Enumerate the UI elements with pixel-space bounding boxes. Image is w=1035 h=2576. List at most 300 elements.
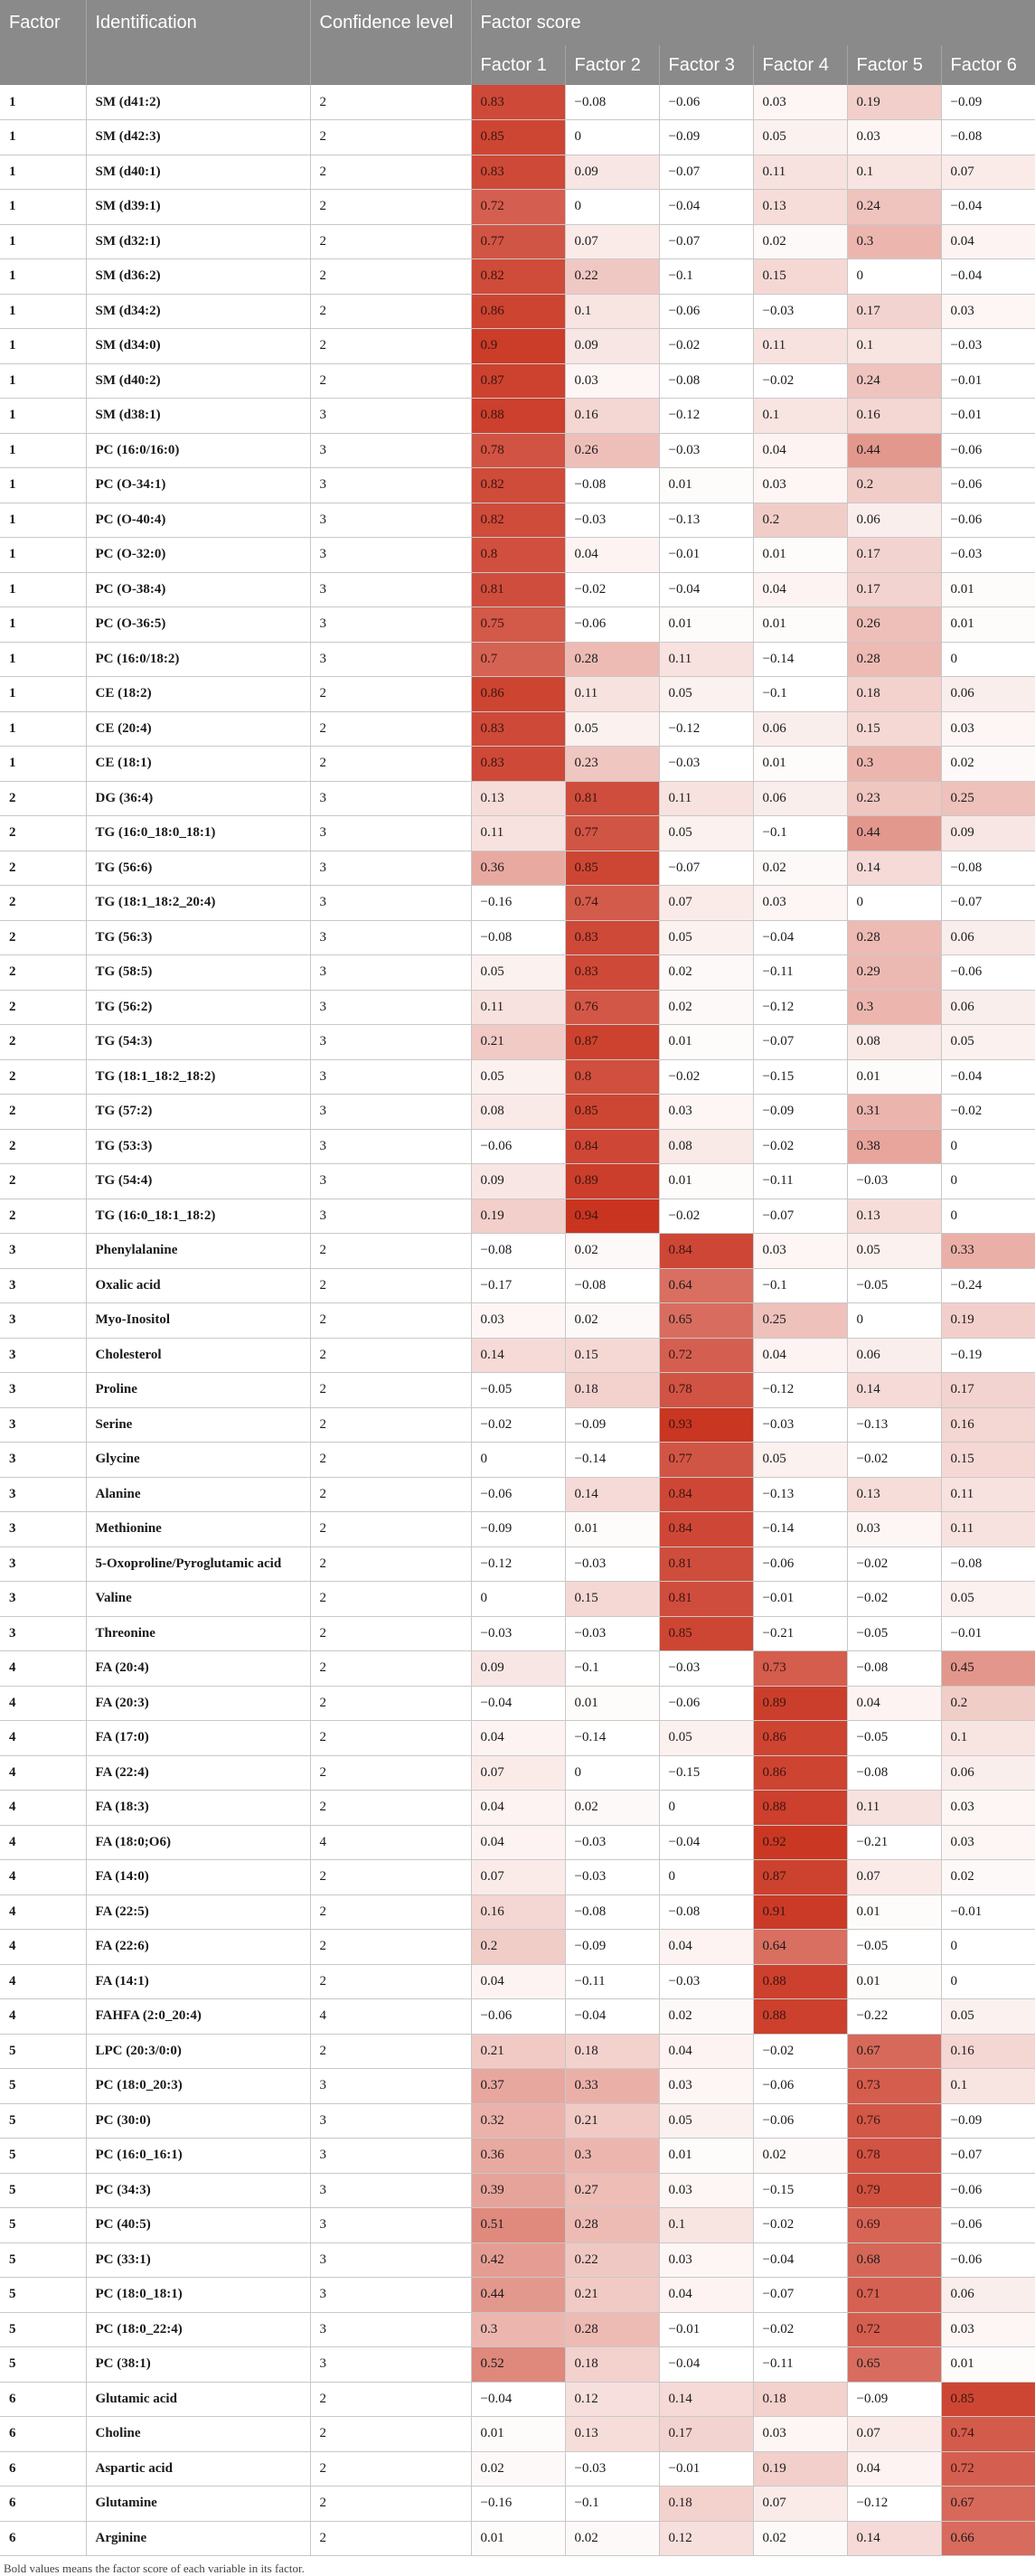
table-row [0, 538, 1035, 573]
score-cell: −0.07 [941, 886, 1035, 921]
score-cell: 0.88 [753, 1964, 847, 1999]
score-cell: 0.86 [753, 1721, 847, 1756]
table-row [0, 2347, 1035, 2383]
score-cell: −0.03 [565, 1825, 659, 1860]
score-cell: −0.01 [659, 2312, 753, 2347]
score-cell: −0.02 [847, 1443, 941, 1478]
score-cell: 0.26 [565, 433, 659, 468]
score-cell: −0.01 [941, 1616, 1035, 1651]
score-cell: 0.27 [565, 2173, 659, 2208]
factor-cell: 1 [0, 224, 86, 259]
score-cell: 0.04 [659, 1930, 753, 1965]
score-cell: 0.03 [941, 294, 1035, 329]
score-cell: 0.18 [847, 677, 941, 712]
score-cell: −0.01 [753, 1582, 847, 1617]
table-row [0, 1059, 1035, 1095]
score-cell: 0.87 [471, 363, 565, 399]
identification-cell: SM (d40:2) [86, 363, 310, 399]
score-cell: 0.74 [941, 2417, 1035, 2452]
score-cell: 0.16 [941, 2034, 1035, 2069]
score-cell: −0.03 [753, 294, 847, 329]
confidence-cell: 3 [310, 990, 471, 1025]
table-row [0, 1164, 1035, 1199]
score-cell: −0.02 [565, 572, 659, 607]
score-cell: 0.88 [753, 1791, 847, 1826]
score-cell: −0.07 [659, 155, 753, 190]
confidence-cell: 3 [310, 1095, 471, 1130]
confidence-cell: 3 [310, 955, 471, 991]
score-cell: 0.9 [471, 329, 565, 364]
score-cell: −0.04 [659, 2347, 753, 2383]
score-cell: 0.65 [847, 2347, 941, 2383]
score-cell: 0.06 [941, 1755, 1035, 1791]
identification-cell: TG (56:6) [86, 851, 310, 886]
factor-cell: 5 [0, 2139, 86, 2174]
table-row [0, 1999, 1035, 2035]
score-cell: 0.05 [659, 816, 753, 851]
score-cell: 0.78 [659, 1373, 753, 1408]
score-cell: 0.83 [471, 747, 565, 782]
score-cell: 0.05 [941, 1025, 1035, 1060]
score-cell: 0.03 [847, 120, 941, 155]
score-cell: 0.16 [471, 1894, 565, 1930]
factor-cell: 4 [0, 1860, 86, 1895]
score-cell: −0.08 [565, 468, 659, 503]
score-cell: 0.78 [471, 433, 565, 468]
table-row [0, 2382, 1035, 2417]
score-cell: 0.92 [753, 1825, 847, 1860]
confidence-cell: 3 [310, 572, 471, 607]
score-cell: 0.45 [941, 1651, 1035, 1687]
identification-cell: PC (18:0_22:4) [86, 2312, 310, 2347]
score-cell: −0.09 [659, 120, 753, 155]
score-cell: 0.01 [847, 1059, 941, 1095]
score-cell: 0.8 [471, 538, 565, 573]
score-cell: 0.09 [471, 1164, 565, 1199]
confidence-cell: 3 [310, 1164, 471, 1199]
score-cell: −0.02 [659, 1199, 753, 1234]
confidence-cell: 3 [310, 816, 471, 851]
score-cell: 0.77 [659, 1443, 753, 1478]
score-cell: 0.72 [941, 2451, 1035, 2487]
score-cell: 0 [941, 1129, 1035, 1164]
confidence-cell: 3 [310, 2312, 471, 2347]
factor-cell: 3 [0, 1443, 86, 1478]
identification-cell: Alanine [86, 1477, 310, 1512]
confidence-cell: 2 [310, 1477, 471, 1512]
score-cell: 0.21 [565, 2103, 659, 2139]
score-cell: −0.16 [471, 886, 565, 921]
score-cell: 0.93 [659, 1407, 753, 1443]
confidence-cell: 3 [310, 1059, 471, 1095]
score-cell: 0.02 [659, 990, 753, 1025]
score-cell: −0.15 [753, 1059, 847, 1095]
score-cell: 0.01 [847, 1964, 941, 1999]
score-cell: 0.04 [847, 2451, 941, 2487]
table-row [0, 1791, 1035, 1826]
table-row [0, 2034, 1035, 2069]
factor-cell: 5 [0, 2312, 86, 2347]
score-cell: −0.06 [941, 2208, 1035, 2243]
score-cell: 0.88 [753, 1999, 847, 2035]
table-row [0, 2312, 1035, 2347]
score-cell: 0.04 [471, 1721, 565, 1756]
factor-cell: 1 [0, 294, 86, 329]
table-row [0, 224, 1035, 259]
factor-cell: 1 [0, 85, 86, 120]
confidence-cell: 3 [310, 2242, 471, 2278]
score-cell: 0.66 [941, 2521, 1035, 2556]
score-cell: 0.22 [565, 2242, 659, 2278]
score-cell: −0.08 [941, 120, 1035, 155]
score-cell: −0.01 [659, 538, 753, 573]
header-empty-cell [310, 45, 471, 85]
score-cell: 0.87 [753, 1860, 847, 1895]
score-cell: 0.01 [565, 1512, 659, 1547]
score-cell: −0.03 [659, 433, 753, 468]
factor-cell: 3 [0, 1582, 86, 1617]
factor-cell: 4 [0, 1999, 86, 2035]
factor-cell: 1 [0, 538, 86, 573]
header-factor-3: Factor 3 [659, 45, 753, 85]
score-cell: 0.07 [753, 2487, 847, 2522]
score-cell: 0.04 [659, 2034, 753, 2069]
score-cell: 0.73 [847, 2069, 941, 2104]
score-cell: 0.14 [659, 2382, 753, 2417]
score-cell: 0.21 [471, 2034, 565, 2069]
identification-cell: FA (14:0) [86, 1860, 310, 1895]
score-cell: −0.03 [565, 2451, 659, 2487]
factor-cell: 2 [0, 1199, 86, 1234]
score-cell: 0.17 [847, 572, 941, 607]
score-cell: 0.16 [565, 399, 659, 434]
confidence-cell: 2 [310, 1512, 471, 1547]
score-cell: 0.16 [847, 399, 941, 434]
score-cell: 0.09 [565, 329, 659, 364]
confidence-cell: 3 [310, 399, 471, 434]
table-row [0, 1095, 1035, 1130]
score-cell: 0.08 [847, 1025, 941, 1060]
score-cell: 0.03 [659, 1095, 753, 1130]
score-cell: 0.76 [847, 2103, 941, 2139]
confidence-cell: 2 [310, 120, 471, 155]
score-cell: −0.02 [753, 2034, 847, 2069]
score-cell: 0.1 [847, 155, 941, 190]
score-cell: 0.04 [471, 1964, 565, 1999]
factor-cell: 5 [0, 2034, 86, 2069]
confidence-cell: 3 [310, 781, 471, 816]
score-cell: 0.33 [941, 1234, 1035, 1269]
score-cell: 0.81 [659, 1547, 753, 1582]
score-cell: −0.12 [471, 1547, 565, 1582]
score-cell: −0.08 [941, 851, 1035, 886]
factor-cell: 3 [0, 1338, 86, 1373]
score-cell: 0.04 [753, 433, 847, 468]
score-cell: 0.04 [847, 1686, 941, 1721]
score-cell: 0 [941, 1930, 1035, 1965]
factor-cell: 2 [0, 816, 86, 851]
factor-cell: 3 [0, 1512, 86, 1547]
score-cell: 0.52 [471, 2347, 565, 2383]
identification-cell: SM (d38:1) [86, 399, 310, 434]
header-factor-score: Factor score [471, 0, 1035, 45]
identification-cell: FA (20:3) [86, 1686, 310, 1721]
score-cell: −0.1 [753, 816, 847, 851]
score-cell: 0.28 [565, 2208, 659, 2243]
confidence-cell: 2 [310, 747, 471, 782]
factor-cell: 4 [0, 1686, 86, 1721]
identification-cell: Threonine [86, 1616, 310, 1651]
factor-cell: 4 [0, 1894, 86, 1930]
score-cell: 0.03 [753, 1234, 847, 1269]
identification-cell: Choline [86, 2417, 310, 2452]
score-cell: 0.19 [847, 85, 941, 120]
factor-cell: 4 [0, 1930, 86, 1965]
score-cell: −0.03 [565, 1860, 659, 1895]
score-cell: 0.12 [659, 2521, 753, 2556]
score-cell: −0.11 [753, 955, 847, 991]
score-cell: −0.04 [471, 2382, 565, 2417]
score-cell: 0.02 [659, 1999, 753, 2035]
score-cell: 0.05 [659, 677, 753, 712]
score-cell: 0.11 [847, 1791, 941, 1826]
score-cell: −0.07 [659, 224, 753, 259]
score-cell: −0.12 [659, 711, 753, 747]
factor-cell: 5 [0, 2173, 86, 2208]
identification-cell: FA (14:1) [86, 1964, 310, 1999]
score-cell: 0.03 [941, 1825, 1035, 1860]
identification-cell: Oxalic acid [86, 1268, 310, 1303]
factor-cell: 1 [0, 433, 86, 468]
factor-cell: 1 [0, 503, 86, 538]
score-cell: −0.06 [941, 468, 1035, 503]
score-cell: −0.04 [753, 920, 847, 955]
factor-cell: 3 [0, 1616, 86, 1651]
score-cell: 0 [847, 886, 941, 921]
identification-cell: SM (d34:2) [86, 294, 310, 329]
score-cell: −0.03 [659, 1651, 753, 1687]
confidence-cell: 3 [310, 1199, 471, 1234]
score-cell: 0 [565, 1755, 659, 1791]
score-cell: 0.05 [471, 1059, 565, 1095]
score-cell: 0.22 [565, 259, 659, 295]
factor-cell: 4 [0, 1964, 86, 1999]
table-row [0, 2521, 1035, 2556]
score-cell: −0.06 [471, 1999, 565, 2035]
score-cell: −0.03 [565, 503, 659, 538]
factor-cell: 6 [0, 2487, 86, 2522]
identification-cell: TG (53:3) [86, 1129, 310, 1164]
score-cell: 0.01 [659, 468, 753, 503]
score-cell: −0.04 [941, 259, 1035, 295]
factor-cell: 1 [0, 329, 86, 364]
table-row [0, 329, 1035, 364]
factor-cell: 2 [0, 1164, 86, 1199]
score-cell: 0.01 [753, 747, 847, 782]
score-cell: −0.06 [941, 503, 1035, 538]
score-cell: −0.03 [847, 1164, 941, 1199]
confidence-cell: 2 [310, 2451, 471, 2487]
confidence-cell: 2 [310, 1443, 471, 1478]
score-cell: −0.14 [753, 1512, 847, 1547]
factor-cell: 2 [0, 1095, 86, 1130]
score-cell: −0.04 [565, 1999, 659, 2035]
table-row [0, 1512, 1035, 1547]
score-cell: 0.81 [471, 572, 565, 607]
table-row [0, 2242, 1035, 2278]
identification-cell: SM (d39:1) [86, 190, 310, 225]
score-cell: 0.02 [753, 2521, 847, 2556]
score-cell: −0.04 [941, 1059, 1035, 1095]
identification-cell: Glutamic acid [86, 2382, 310, 2417]
factor-cell: 1 [0, 572, 86, 607]
score-cell: −0.1 [565, 2487, 659, 2522]
table-row [0, 1616, 1035, 1651]
score-cell: −0.06 [753, 2069, 847, 2104]
score-cell: 0.82 [471, 468, 565, 503]
score-cell: 0.15 [753, 259, 847, 295]
score-cell: 0.1 [847, 329, 941, 364]
factor-cell: 1 [0, 120, 86, 155]
confidence-cell: 2 [310, 1791, 471, 1826]
score-cell: 0.1 [753, 399, 847, 434]
table-row [0, 1721, 1035, 1756]
confidence-cell: 3 [310, 2278, 471, 2313]
identification-cell: Myo-Inositol [86, 1303, 310, 1339]
table-footnote: Bold values means the factor score of each variable in its factor. [4, 2562, 305, 2575]
score-cell: −0.04 [471, 1686, 565, 1721]
table-row [0, 1268, 1035, 1303]
score-cell: −0.03 [565, 1616, 659, 1651]
score-cell: 0.16 [941, 1407, 1035, 1443]
score-cell: 0.03 [659, 2242, 753, 2278]
score-cell: 0 [847, 259, 941, 295]
factor-cell: 6 [0, 2382, 86, 2417]
identification-cell: PC (16:0_16:1) [86, 2139, 310, 2174]
score-cell: 0.25 [753, 1303, 847, 1339]
header-factor: Factor [0, 0, 86, 45]
confidence-cell: 2 [310, 1373, 471, 1408]
score-cell: 0.08 [471, 1095, 565, 1130]
score-cell: 0.03 [753, 468, 847, 503]
score-cell: 0.17 [847, 538, 941, 573]
factor-cell: 1 [0, 399, 86, 434]
factor-cell: 6 [0, 2451, 86, 2487]
score-cell: −0.14 [753, 642, 847, 677]
score-cell: −0.15 [753, 2173, 847, 2208]
table-row [0, 2139, 1035, 2174]
confidence-cell: 3 [310, 1025, 471, 1060]
score-cell: 0.88 [471, 399, 565, 434]
factor-cell: 3 [0, 1303, 86, 1339]
score-cell: 0.02 [565, 2521, 659, 2556]
confidence-cell: 2 [310, 2034, 471, 2069]
score-cell: 0.02 [471, 2451, 565, 2487]
score-cell: 0.03 [659, 2173, 753, 2208]
score-cell: 0.1 [941, 2069, 1035, 2104]
identification-cell: FAHFA (2:0_20:4) [86, 1999, 310, 2035]
confidence-cell: 2 [310, 1582, 471, 1617]
factor-cell: 1 [0, 711, 86, 747]
identification-cell: TG (16:0_18:0_18:1) [86, 816, 310, 851]
table-row [0, 1129, 1035, 1164]
score-cell: 0.13 [847, 1477, 941, 1512]
score-cell: 0.24 [847, 363, 941, 399]
score-cell: −0.02 [753, 1129, 847, 1164]
score-cell: 0.03 [847, 1512, 941, 1547]
confidence-cell: 2 [310, 294, 471, 329]
table-row [0, 399, 1035, 434]
score-cell: 0.24 [847, 190, 941, 225]
score-cell: 0.15 [847, 711, 941, 747]
confidence-cell: 3 [310, 2103, 471, 2139]
table-row [0, 1199, 1035, 1234]
confidence-cell: 3 [310, 642, 471, 677]
table-row [0, 363, 1035, 399]
score-cell: 0.01 [941, 2347, 1035, 2383]
identification-cell: Glutamine [86, 2487, 310, 2522]
score-cell: 0.83 [565, 955, 659, 991]
score-cell: 0.18 [565, 1373, 659, 1408]
header-empty-cell [0, 45, 86, 85]
factor-cell: 1 [0, 677, 86, 712]
score-cell: −0.03 [471, 1616, 565, 1651]
score-cell: −0.02 [753, 2208, 847, 2243]
factor-cell: 5 [0, 2069, 86, 2104]
table-row [0, 433, 1035, 468]
score-cell: −0.06 [565, 607, 659, 643]
table-row [0, 2208, 1035, 2243]
score-cell: 0.07 [565, 224, 659, 259]
identification-cell: Aspartic acid [86, 2451, 310, 2487]
score-cell: 0.36 [471, 2139, 565, 2174]
score-cell: −0.24 [941, 1268, 1035, 1303]
score-cell: 0.05 [847, 1234, 941, 1269]
identification-cell: 5-Oxoproline/Pyroglutamic acid [86, 1547, 310, 1582]
table-row [0, 886, 1035, 921]
score-cell: 0.1 [659, 2208, 753, 2243]
table-row [0, 1825, 1035, 1860]
confidence-cell: 3 [310, 2173, 471, 2208]
score-cell: 0.11 [471, 990, 565, 1025]
table-body [0, 85, 1035, 2556]
identification-cell: PC (38:1) [86, 2347, 310, 2383]
score-cell: 0.19 [471, 1199, 565, 1234]
score-cell: −0.12 [753, 990, 847, 1025]
identification-cell: Valine [86, 1582, 310, 1617]
score-cell: 0.28 [565, 642, 659, 677]
score-cell: 0.04 [659, 2278, 753, 2313]
confidence-cell: 2 [310, 329, 471, 364]
confidence-cell: 2 [310, 1338, 471, 1373]
confidence-cell: 3 [310, 607, 471, 643]
confidence-cell: 3 [310, 920, 471, 955]
confidence-cell: 2 [310, 2521, 471, 2556]
score-cell: 0.13 [847, 1199, 941, 1234]
score-cell: 0 [659, 1860, 753, 1895]
factor-cell: 2 [0, 1025, 86, 1060]
factor-cell: 2 [0, 955, 86, 991]
score-cell: 0.39 [471, 2173, 565, 2208]
score-cell: 0.85 [565, 851, 659, 886]
score-cell: −0.06 [941, 955, 1035, 991]
table-row [0, 2487, 1035, 2522]
score-cell: 0.32 [471, 2103, 565, 2139]
score-cell: 0.05 [941, 1999, 1035, 2035]
factor-cell: 6 [0, 2521, 86, 2556]
score-cell: 0.72 [847, 2312, 941, 2347]
score-cell: 0.02 [753, 224, 847, 259]
